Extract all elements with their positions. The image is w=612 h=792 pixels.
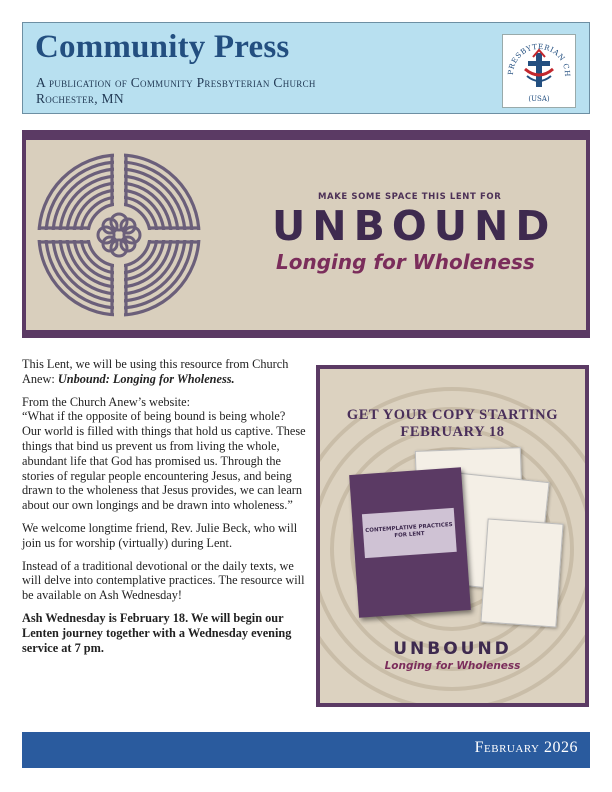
banner-panel bbox=[26, 140, 586, 330]
newsletter-location: Rochester, MN bbox=[36, 91, 124, 106]
promo-line-1: GET YOUR COPY STARTING bbox=[346, 407, 559, 423]
lent-banner bbox=[22, 130, 590, 338]
intro-text: This Lent, we will be using this resource from Church Anew: bbox=[22, 357, 289, 386]
banner-tagline: MAKE SOME SPACE THIS LENT FOR bbox=[318, 192, 502, 202]
svg-text:(USA): (USA) bbox=[528, 95, 550, 103]
book-label bbox=[362, 508, 457, 558]
article-paragraph: We welcome longtime friend, Rev. Julie Beck, who will join us for worship (virtually) during Lent. bbox=[22, 520, 298, 550]
svg-text:PRESBYTERIAN CHURCH: PRESBYTERIAN CH bbox=[505, 41, 573, 78]
quote-lead: From the Church Anew’s website: bbox=[22, 394, 191, 409]
article-paragraph: Instead of a traditional devotional or the daily texts, we will delve into contemplative practices. The resource will be available on Ash Wednesday! bbox=[22, 558, 305, 603]
book-cover-text: CONTEMPLATIVE PRACTICES FOR LENT bbox=[365, 521, 453, 540]
promo-subtitle: Longing for Wholeness bbox=[384, 660, 521, 672]
promo-panel bbox=[320, 369, 585, 703]
book-cover bbox=[349, 467, 471, 617]
issue-date: February 2026 bbox=[474, 739, 578, 756]
newsletter-title: Community Press bbox=[35, 29, 290, 65]
labyrinth-icon bbox=[34, 150, 204, 320]
footer-bar bbox=[22, 732, 590, 768]
banner-subtitle: Longing for Wholeness bbox=[276, 250, 535, 274]
masthead bbox=[22, 22, 590, 114]
ash-wednesday-note: Ash Wednesday is February 18. We will begin our Lenten journey together with a Wednesday evening service at 7 pm. bbox=[22, 610, 292, 655]
article-paragraph bbox=[22, 357, 306, 387]
promo-title: UNBOUND bbox=[393, 639, 512, 659]
resource-title: Unbound: Longing for Wholeness. bbox=[57, 371, 235, 386]
quote-text: “What if the opposite of being bound is being whole? Our world is filled with things that hold us captive. These things that bind us prevent us from living the whole, abundant life that God has promised us. Through the stories of regular people encountering Jesus, and being drawn to the wholeness that Jesus provides, we can learn about our own longings and be drawn into wholeness.” bbox=[22, 409, 306, 513]
newsletter-subtitle: A publication of Community Presbyterian Church bbox=[36, 75, 316, 90]
promo-image bbox=[316, 365, 589, 707]
article-body bbox=[22, 357, 306, 663]
promo-heading bbox=[320, 407, 585, 441]
promo-line-2: FEBRUARY 18 bbox=[400, 424, 505, 440]
banner-title: UNBOUND bbox=[272, 202, 557, 250]
sample-page bbox=[480, 518, 563, 627]
pcusa-seal-logo bbox=[502, 34, 576, 108]
article-paragraph bbox=[22, 395, 306, 513]
